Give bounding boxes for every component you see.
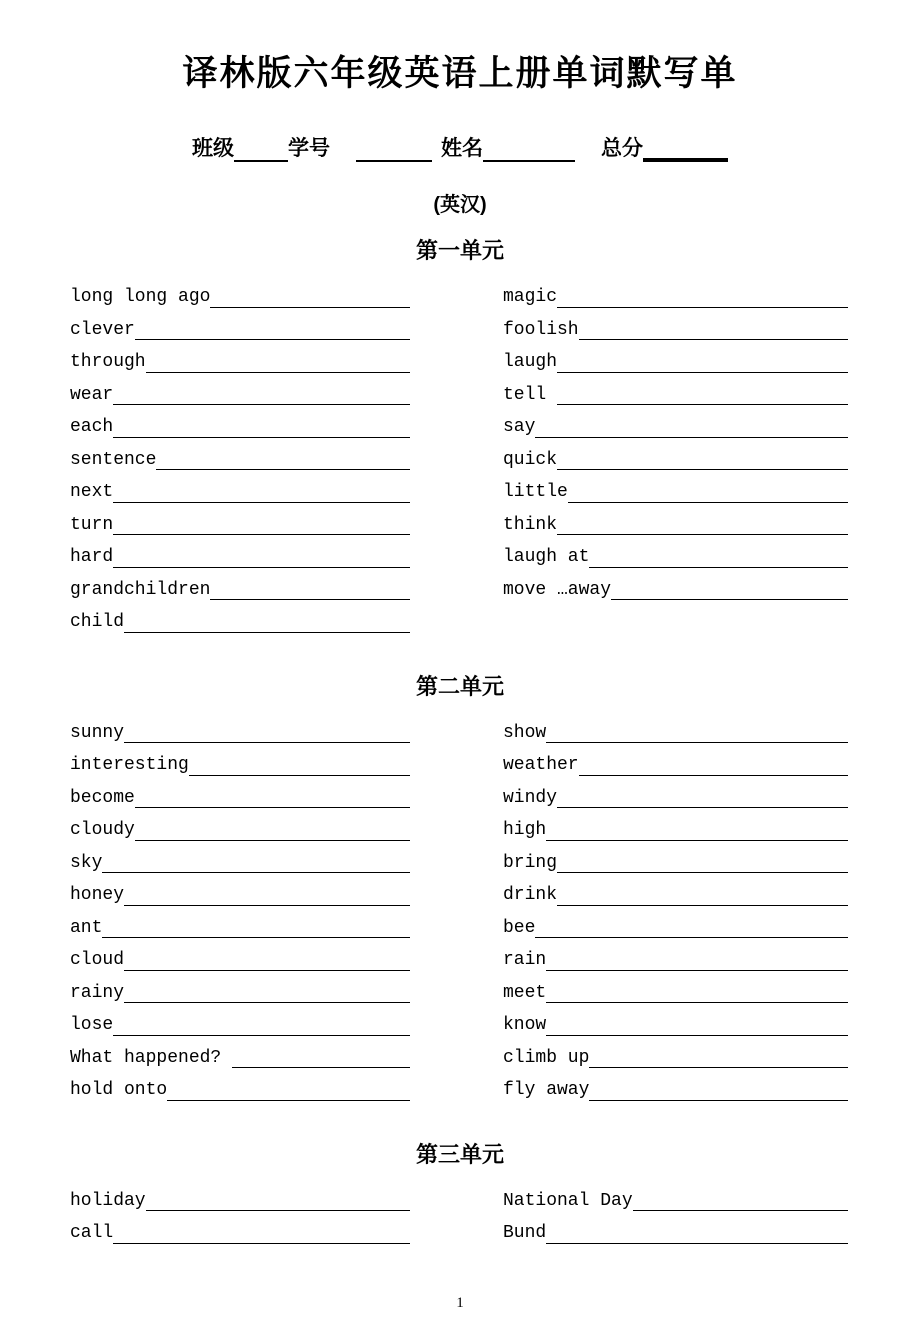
answer-blank: [546, 1218, 848, 1244]
word-item: [503, 1186, 848, 1219]
answer-blank: [546, 978, 848, 1004]
word-text: know: [503, 1015, 547, 1035]
answer-blank: [232, 1043, 410, 1069]
word-item: [70, 607, 410, 640]
word-text: clever: [70, 319, 135, 340]
word-item: [70, 412, 410, 445]
word-item: [503, 1010, 848, 1043]
word-item: [70, 380, 410, 413]
word-text: show: [503, 722, 547, 743]
word-item: [503, 445, 848, 478]
word-text: next: [70, 482, 114, 502]
answer-blank: [113, 510, 410, 536]
student-no-label: 学号: [288, 137, 330, 160]
word-text: little: [503, 482, 568, 502]
unit-section: [0, 670, 920, 1108]
page-title: 译林版六年级英语上册单词默写单: [182, 53, 738, 94]
word-columns: [0, 1186, 920, 1251]
word-item: [70, 1043, 410, 1076]
answer-blank: [557, 848, 848, 874]
word-text: tell: [503, 384, 558, 405]
answer-blank: [611, 575, 848, 601]
unit-section: [0, 234, 920, 640]
word-text: windy: [503, 787, 558, 808]
answer-blank: [546, 1010, 848, 1036]
name-blank: [483, 138, 575, 162]
word-text: hard: [70, 547, 114, 567]
answer-blank: [568, 477, 848, 503]
word-text: move …away: [503, 579, 612, 600]
word-item: [503, 282, 848, 315]
word-columns: [0, 718, 920, 1108]
word-text: foolish: [503, 319, 579, 340]
word-text: grandchildren: [70, 579, 211, 600]
word-text: ant: [70, 917, 103, 938]
word-item: [503, 880, 848, 913]
score-label: 总分: [601, 137, 643, 160]
student-info-line: [0, 136, 920, 162]
word-item: [70, 542, 410, 575]
word-item: [503, 477, 848, 510]
class-blank: [234, 138, 288, 162]
answer-blank: [113, 1010, 410, 1036]
word-item: [70, 815, 410, 848]
units-container: [0, 234, 920, 1251]
name-label: 姓名: [441, 137, 483, 160]
answer-blank: [167, 1075, 410, 1101]
unit-heading: 第一单元: [415, 238, 504, 263]
unit-heading: 第二单元: [415, 673, 504, 699]
answer-blank: [102, 913, 410, 939]
word-item: [503, 750, 848, 783]
word-text: magic: [503, 287, 558, 307]
answer-blank: [124, 607, 410, 633]
left-column: [70, 1186, 410, 1251]
word-text: Bund: [503, 1223, 547, 1243]
word-item: [503, 412, 848, 445]
answer-blank: [124, 945, 410, 971]
word-item: [70, 315, 410, 348]
word-text: honey: [70, 885, 125, 905]
answer-blank: [113, 412, 410, 438]
subtitle: (英汉): [433, 194, 487, 216]
word-text: National Day: [503, 1190, 633, 1211]
word-text: laugh: [503, 352, 558, 372]
word-text: call: [70, 1223, 114, 1243]
answer-blank: [146, 1186, 410, 1212]
word-item: [70, 848, 410, 881]
word-item: [70, 718, 410, 751]
answer-blank: [546, 815, 848, 841]
answer-blank: [557, 510, 848, 536]
class-label: 班级: [192, 137, 234, 160]
word-text: sky: [70, 852, 103, 873]
word-text: holiday: [70, 1190, 146, 1211]
word-text: laugh at: [503, 547, 590, 567]
word-text: wear: [70, 384, 114, 405]
word-item: [70, 945, 410, 978]
word-item: [503, 848, 848, 881]
answer-blank: [113, 1218, 410, 1244]
word-item: [70, 880, 410, 913]
word-item: [70, 1010, 410, 1043]
unit-section: [0, 1138, 920, 1251]
word-item: [70, 1075, 410, 1108]
word-item: [503, 347, 848, 380]
word-item: [70, 477, 410, 510]
answer-blank: [546, 945, 848, 971]
answer-blank: [535, 412, 848, 438]
answer-blank: [557, 783, 848, 809]
word-item: [70, 282, 410, 315]
answer-blank: [557, 445, 848, 471]
word-item: [70, 445, 410, 478]
word-item: [70, 347, 410, 380]
word-text: long long ago: [70, 287, 211, 307]
student-no-blank: [356, 138, 432, 162]
answer-blank: [113, 477, 410, 503]
word-item: [503, 815, 848, 848]
left-column: [70, 282, 410, 640]
answer-blank: [102, 848, 410, 874]
answer-blank: [210, 282, 410, 308]
answer-blank: [135, 815, 410, 841]
word-item: [503, 1043, 848, 1076]
word-text: become: [70, 787, 135, 808]
answer-blank: [146, 347, 410, 373]
word-item: [503, 315, 848, 348]
answer-blank: [589, 1043, 848, 1069]
word-item: [503, 542, 848, 575]
word-text: interesting: [70, 755, 189, 775]
answer-blank: [189, 750, 410, 776]
word-text: sentence: [70, 449, 157, 470]
word-text: each: [70, 417, 114, 437]
word-item: [70, 783, 410, 816]
answer-blank: [124, 978, 410, 1004]
word-item: [503, 575, 848, 608]
word-text: through: [70, 352, 146, 372]
answer-blank: [124, 718, 410, 744]
word-item: [70, 510, 410, 543]
answer-blank: [135, 315, 410, 341]
word-item: [70, 575, 410, 608]
right-column: [503, 1186, 848, 1251]
word-text: meet: [503, 982, 547, 1003]
word-text: cloud: [70, 950, 125, 970]
answer-blank: [589, 542, 848, 568]
answer-blank: [557, 347, 848, 373]
answer-blank: [633, 1186, 848, 1212]
word-item: [503, 1075, 848, 1108]
word-item: [503, 945, 848, 978]
word-item: [503, 510, 848, 543]
answer-blank: [124, 880, 410, 906]
word-item: [503, 913, 848, 946]
word-text: think: [503, 514, 558, 535]
word-item: [503, 783, 848, 816]
right-column: [503, 282, 848, 640]
answer-blank: [113, 542, 410, 568]
word-columns: [0, 282, 920, 640]
unit-heading: 第三单元: [415, 1141, 504, 1167]
word-text: cloudy: [70, 820, 135, 840]
answer-blank: [156, 445, 410, 471]
answer-blank: [113, 380, 410, 406]
word-item: [503, 380, 848, 413]
word-text: say: [503, 417, 536, 437]
word-text: sunny: [70, 722, 125, 743]
answer-blank: [589, 1075, 848, 1101]
word-text: bring: [503, 852, 558, 873]
word-text: weather: [503, 755, 579, 775]
answer-blank: [210, 575, 410, 601]
word-item: [70, 1218, 410, 1251]
answer-blank: [579, 750, 848, 776]
word-item: [70, 978, 410, 1011]
answer-blank: [557, 880, 848, 906]
word-item: [503, 1218, 848, 1251]
answer-blank: [557, 380, 848, 406]
right-column: [503, 718, 848, 1108]
word-item: [70, 913, 410, 946]
word-text: hold onto: [70, 1080, 168, 1100]
word-text: rain: [503, 950, 547, 970]
word-text: bee: [503, 917, 536, 938]
page-number: 1: [456, 1294, 464, 1311]
word-text: What happened?: [70, 1047, 233, 1068]
answer-blank: [135, 783, 410, 809]
word-text: climb up: [503, 1047, 590, 1068]
answer-blank: [546, 718, 848, 744]
word-item: [70, 1186, 410, 1219]
word-item: [70, 750, 410, 783]
word-text: fly away: [503, 1080, 590, 1100]
word-text: high: [503, 820, 547, 840]
word-text: rainy: [70, 982, 125, 1003]
word-text: quick: [503, 449, 558, 470]
answer-blank: [579, 315, 848, 341]
word-text: lose: [70, 1015, 114, 1035]
word-text: child: [70, 612, 125, 632]
left-column: [70, 718, 410, 1108]
answer-blank: [557, 282, 848, 308]
score-blank: [643, 138, 728, 162]
word-text: drink: [503, 885, 558, 905]
word-text: turn: [70, 514, 114, 535]
word-item: [503, 718, 848, 751]
word-item: [503, 978, 848, 1011]
answer-blank: [535, 913, 848, 939]
